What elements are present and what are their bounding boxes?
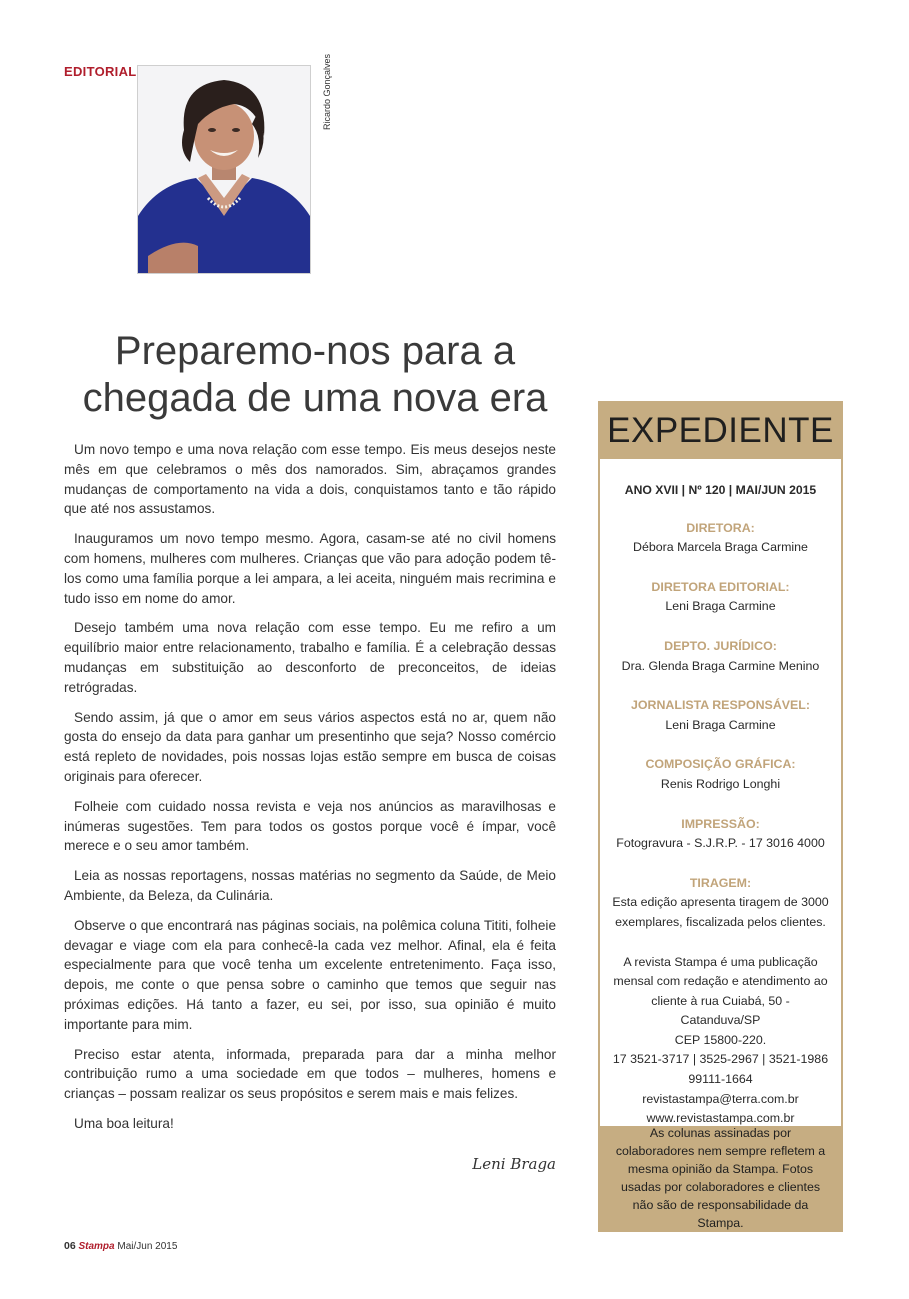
- role-label: COMPOSIÇÃO GRÁFICA:: [645, 757, 796, 772]
- email-link[interactable]: revistastampa@terra.com.br: [642, 1091, 799, 1106]
- phone-line: 99111-1664: [688, 1072, 753, 1087]
- role-label: DIRETORA:: [686, 520, 755, 535]
- publisher-info: [600, 953, 841, 1129]
- headline-line-1: Preparemo-nos para a: [114, 329, 516, 373]
- page-number: 06: [64, 1240, 76, 1252]
- expediente-box: [598, 401, 843, 1232]
- role-name: Fotogravura - S.J.R.P. - 17 3016 4000: [616, 836, 825, 851]
- role-label: TIRAGEM:: [689, 875, 752, 890]
- info-line: mensal com redação e atendimento ao: [613, 974, 828, 989]
- article-paragraph: Leia as nossas reportagens, nossas matérias no segmento da Saúde, de Meio Ambiente, da Beleza, da Culinária.: [64, 868, 556, 903]
- article-paragraph: Observe o que encontrará nas páginas sociais, na polêmica coluna Tititi, folheie devagar e viage com ela para conhecê-la cada vez melhor. Afinal, ela é feita especialmente para que você tenha um excelente entretenimento. Faça isso, depois, me conte o que pensa sobre o caminho que temos que seguir nas próximas edições. Há tanto a fazer, eu sei, por isso, sua opinião é muito importante para mim.: [64, 917, 556, 1032]
- info-line: cliente à rua Cuiabá, 50 - Catanduva/SP: [651, 993, 790, 1028]
- role-name: Leni Braga Carmine: [665, 717, 776, 732]
- article-paragraph: Sendo assim, já que o amor em seus vários aspectos está no ar, quem não gosta do ensejo da data para ganhar um presentinho que seja? Nosso comércio está repleto de novidades, pois nossas lojas estão sempre em busca de coisas originais para oferecer.: [64, 709, 556, 784]
- article-paragraph: Desejo também uma nova relação com esse tempo. Eu me refiro a um equilíbrio maior entre relacionamento, trabalho e família. É a celebração dessas mudanças em substituição ao desconforto de preconceitos, de ideias retrógradas.: [64, 620, 556, 695]
- article-paragraph: Folheie com cuidado nossa revista e veja nos anúncios as maravilhosas e inúmeras sugestões. Tem para todos os gostos porque você é ímpar, você merece e o seu amor também.: [64, 798, 556, 854]
- expediente-title: EXPEDIENTE: [600, 403, 841, 459]
- website-link[interactable]: www.revistastampa.com.br: [646, 1111, 795, 1126]
- issue-line: ANO XVII | Nº 120 | MAI/JUN 2015: [624, 483, 817, 497]
- magazine-brand: Stampa: [78, 1241, 115, 1252]
- role-label: DEPTO. JURÍDICO:: [664, 638, 777, 653]
- article-paragraph: Inauguramos um novo tempo mesmo. Agora, casam-se até no civil homens com homens, mulheres com mulheres. Crianças que vão para adoção podem tê-los como uma família porque a lei ampara, a lei aceita, ninguém mais recrimina e tudo isso em nome do amor.: [64, 531, 556, 606]
- article-paragraph: Um novo tempo e uma nova relação com esse tempo. Eis meus desejos neste mês em que celebramos o mês dos namorados. Sim, abraçamos grandes mudanças de comportamento na vida a dois, conquistamos tanto e tão rápido que até nos assustamos.: [64, 442, 556, 517]
- role-label: JORNALISTA RESPONSÁVEL:: [631, 698, 810, 713]
- role-name: Débora Marcela Braga Carmine: [633, 540, 808, 555]
- section-label: EDITORIAL: [64, 64, 137, 79]
- author-signature: Leni Braga: [472, 1155, 556, 1173]
- role-label: DIRETORA EDITORIAL:: [651, 579, 790, 594]
- role-name: Esta edição apresenta tiragem de 3000 exemplares, fiscalizada pelos clientes.: [612, 895, 829, 929]
- role-name: Renis Rodrigo Longhi: [660, 776, 781, 791]
- phone-line: 17 3521-3717 | 3525-2967 | 3521-1986: [612, 1052, 829, 1067]
- photo-credit: Ricardo Gonçalves: [322, 53, 332, 130]
- role-name: Leni Braga Carmine: [665, 599, 776, 614]
- disclaimer-notice: As colunas assinadas por colaboradores nem sempre refletem a mesma opinião da Stampa. Fotos usadas por colaboradores e clientes não são de responsabilidade da Stampa.: [600, 1126, 841, 1230]
- article-paragraph: Uma boa leitura!: [74, 1115, 174, 1131]
- issue-date: Mai/Jun 2015: [117, 1241, 178, 1252]
- role-label: IMPRESSÃO:: [681, 816, 760, 831]
- headline: [60, 328, 570, 422]
- headline-line-2: chegada de uma nova era: [82, 376, 548, 420]
- role-name: Dra. Glenda Braga Carmine Menino: [621, 658, 820, 673]
- editorial-article: [64, 440, 556, 1144]
- info-line: A revista Stampa é uma publicação: [623, 954, 818, 969]
- author-photo: [137, 65, 311, 274]
- info-line: CEP 15800-220.: [674, 1032, 767, 1047]
- page-footer: [64, 1240, 177, 1252]
- article-paragraph: Preciso estar atenta, informada, preparada para dar a minha melhor contribuição rumo a uma sociedade em que todos – mulheres, homens e crianças – possam realizar os seus propósitos e serem mais e mais felizes.: [64, 1046, 556, 1102]
